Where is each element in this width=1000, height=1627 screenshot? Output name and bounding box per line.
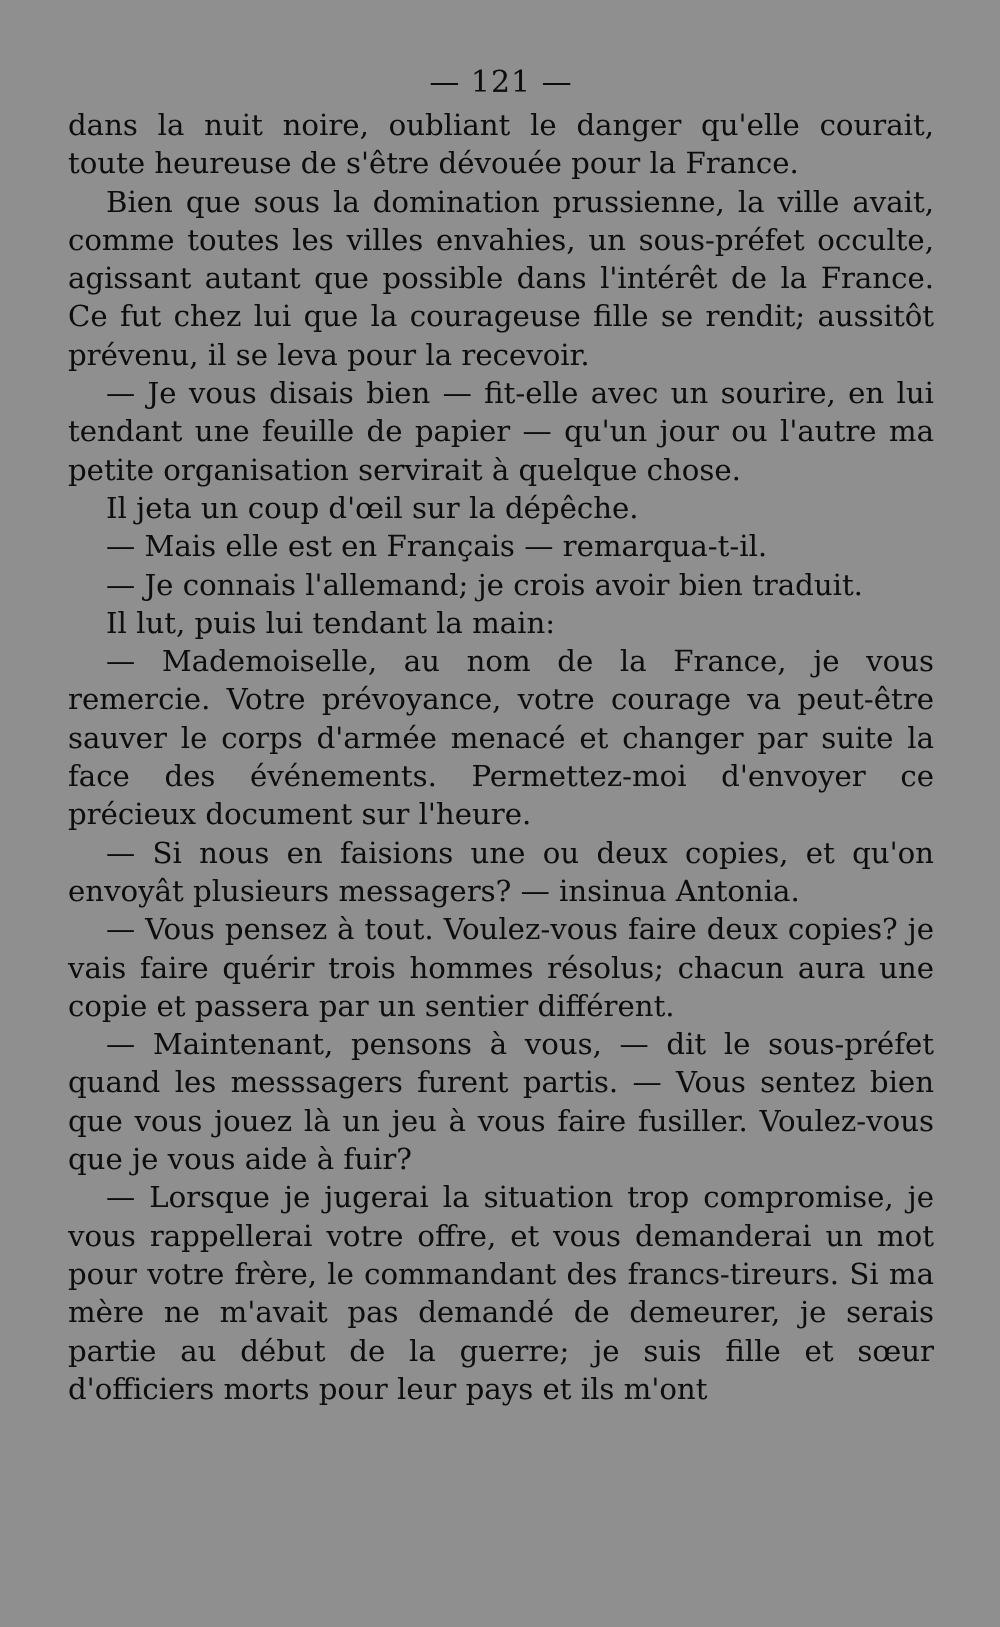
paragraph: Il lut, puis lui tendant la main: — [106, 605, 556, 640]
paragraph: — Mademoiselle, au nom de la France, je vous remercie. Votre prévoyance, votre courage va peut-être sauver le corps d'armée menacé et changer par suite la face des événements. Permettez-moi d'envoyer ce précieux document sur l'heure. — [68, 644, 934, 832]
paragraph: — Je connais l'allemand; je crois avoir bien traduit. — [106, 567, 863, 602]
paragraph: Bien que sous la domination prussienne, la ville avait, comme toutes les villes envahies, un sous-préfet occulte, agissant autant que possible dans l'intérêt de la France. Ce fut chez lui que la courageuse fille se rendit; aussitôt prévenu, il se leva pour la recevoir. — [68, 184, 934, 372]
body-text — [68, 106, 934, 1408]
paragraph: — Je vous disais bien — fit-elle avec un sourire, en lui tendant une feuille de papier — qu'un jour ou l'autre ma petite organisation servirait à quelque chose. — [68, 376, 934, 487]
paragraph: — Vous pensez à tout. Voulez-vous faire deux copies? je vais faire quérir trois hommes résolus; chacun aura une copie et passera par un sentier différent. — [68, 912, 934, 1023]
paragraph: — Lorsque je jugerai la situation trop compromise, je vous rappellerai votre offre, et vous demanderai un mot pour votre frère, le commandant des francs-tireurs. Si ma mère ne m'avait pas demandé de demeurer, je serais partie au début de la guerre; je suis fille et sœur d'officiers morts pour leur pays et ils m'ont — [68, 1180, 934, 1406]
book-page — [68, 62, 934, 1408]
paragraph: Il jeta un coup d'œil sur la dépêche. — [106, 490, 639, 525]
paragraph: dans la nuit noire, oubliant le danger qu'elle courait, toute heureuse de s'être dévouée pour la France. — [68, 108, 934, 181]
paragraph: — Maintenant, pensons à vous, — dit le sous-préfet quand les messsagers furent partis. — Vous sentez bien que vous jouez là un jeu à vous faire fusiller. Voulez-vous que je vous aide à fuir? — [68, 1027, 934, 1177]
paragraph: — Mais elle est en Français — remarqua-t-il. — [106, 529, 768, 564]
page-number: — 121 — — [429, 65, 573, 100]
paragraph: — Si nous en faisions une ou deux copies, et qu'on envoyât plusieurs messagers? — insinua Antonia. — [68, 835, 934, 908]
